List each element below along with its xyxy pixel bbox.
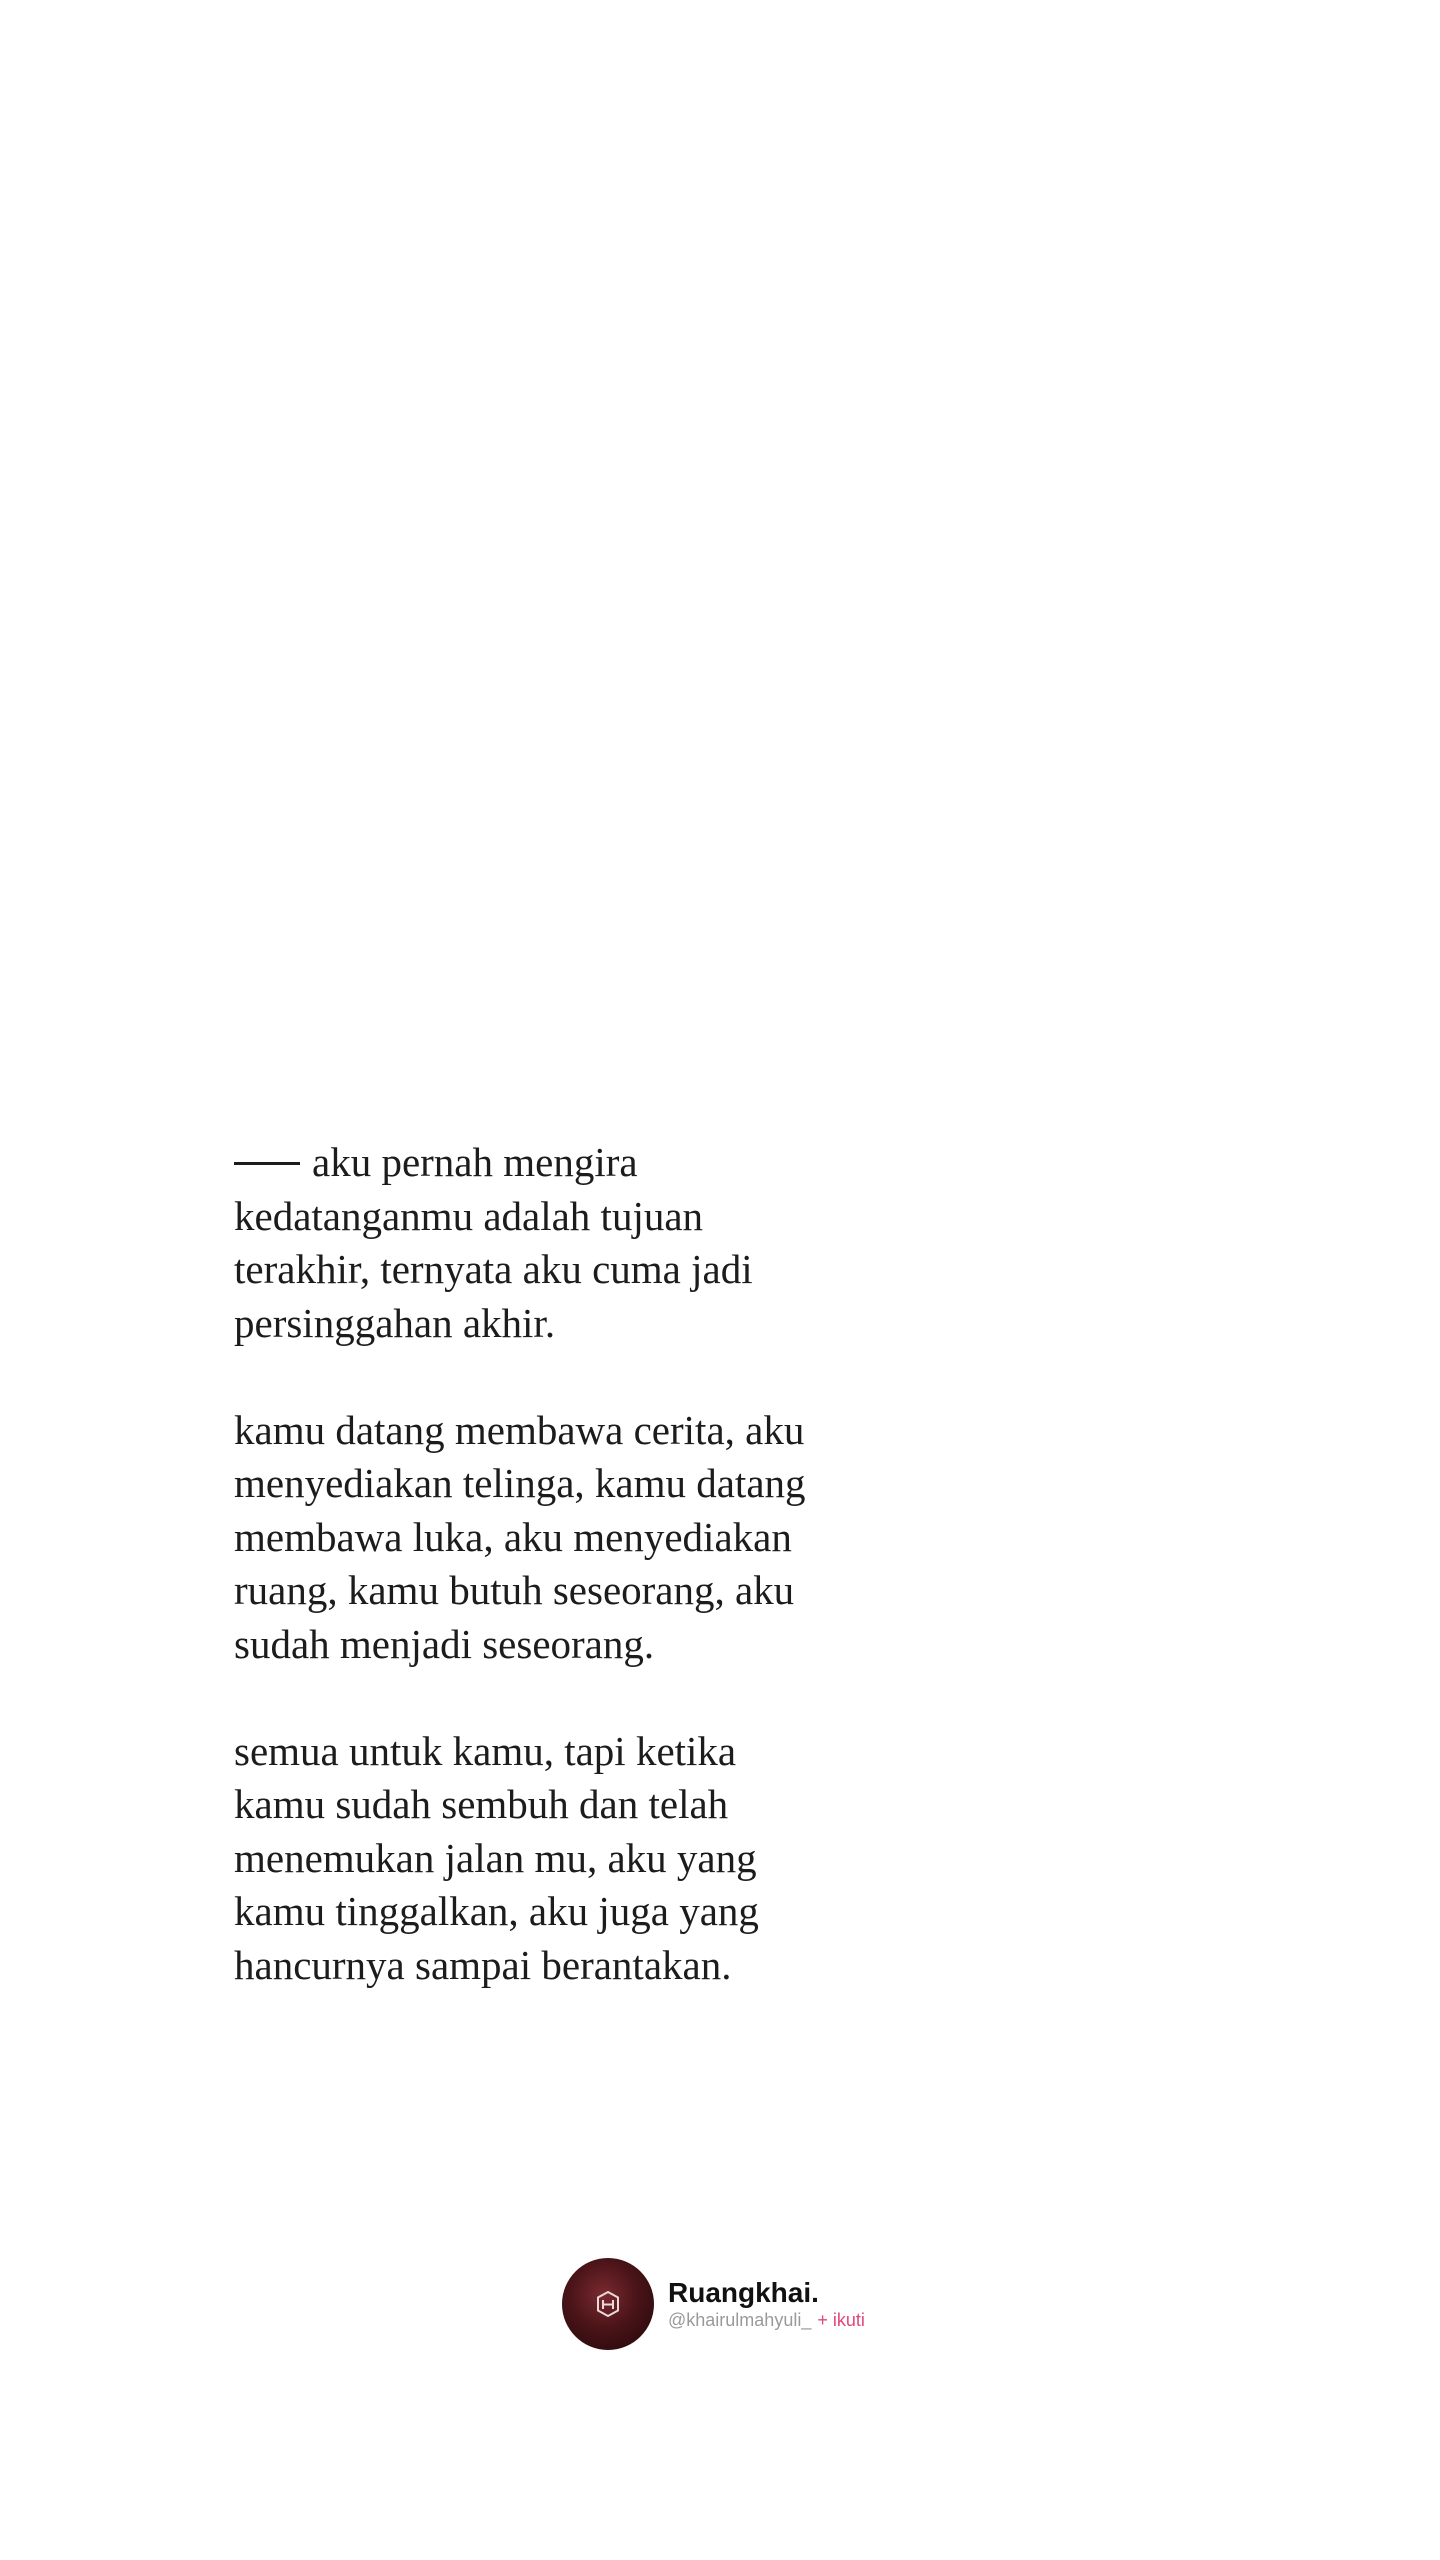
poem-line: kamu sudah sembuh dan telah [234, 1781, 729, 1827]
poem-line: menemukan jalan mu, aku yang [234, 1834, 757, 1881]
follow-button[interactable]: + ikuti [817, 2310, 865, 2330]
profile-text [668, 2277, 865, 2331]
poem-text [234, 1136, 994, 2046]
avatar[interactable] [562, 2258, 654, 2350]
poem-line: terakhir, ternyata aku cuma jadi [234, 1246, 753, 1292]
poem-line-text: aku pernah mengira [312, 1139, 638, 1185]
poem-line: kamu tinggalkan, aku juga yang [234, 1888, 759, 1934]
poem-line [234, 1136, 994, 1190]
poem-line: persinggahan akhir. [234, 1299, 556, 1346]
profile-handle[interactable]: @khairulmahyuli_ [668, 2310, 812, 2330]
em-dash [234, 1162, 300, 1165]
profile-name[interactable]: Ruangkhai. [668, 2277, 819, 2308]
poem-line: kedatanganmu adalah tujuan [234, 1192, 704, 1239]
poem-line: sudah menjadi seseorang. [234, 1620, 655, 1667]
poem-line: hancurnya sampai berantakan. [234, 1941, 732, 1988]
logo-icon [596, 2291, 620, 2317]
poem-line: semua untuk kamu, tapi ketika [234, 1727, 737, 1774]
poem-line: kamu datang membawa cerita, aku [234, 1406, 805, 1453]
stanza-2 [234, 1404, 994, 1672]
poem-line: ruang, kamu butuh seseorang, aku [234, 1567, 795, 1613]
poem-line: membawa luka, aku menyediakan [234, 1513, 792, 1560]
poem-line: menyediakan telinga, kamu datang [234, 1460, 806, 1506]
stanza-3 [234, 1725, 994, 1993]
stanza-1 [234, 1136, 994, 1350]
profile-badge[interactable] [562, 2258, 865, 2350]
profile-subline [668, 2309, 865, 2331]
